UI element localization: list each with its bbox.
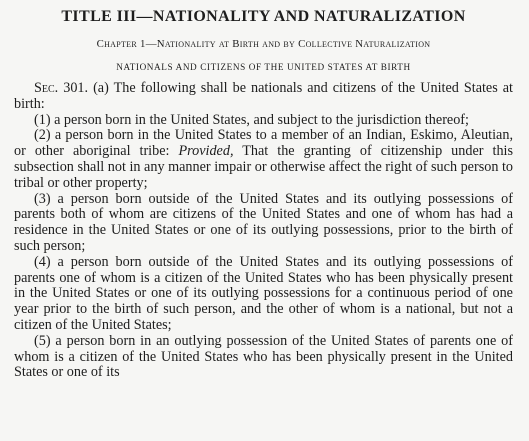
- clause-1-text: (1) a person born in the United States, and subject to the jurisdiction thereof;: [34, 111, 469, 128]
- title-heading: TITLE III—NATIONALITY AND NATURALIZATION: [61, 8, 466, 25]
- section-intro-text: (a) The following shall be nationals and citizens of the United States at birth:: [14, 80, 513, 112]
- clause-1: [14, 113, 513, 129]
- clause-2: [14, 128, 513, 191]
- clause-3: [14, 192, 513, 255]
- section-label: Sec. 301.: [34, 80, 89, 96]
- clause-2-proviso: Provided,: [178, 143, 234, 160]
- clause-4: [14, 255, 513, 334]
- clause-2-rest: That the granting of citizenship under this subsection shall not in any manner impair or otherwise affect the right of such person to tribal or other property;: [14, 143, 513, 191]
- clause-3-text: (3) a person born outside of the United States and its outlying possessions of parents both of whom are citizens of the United States and one of whom has had a residence in the United States or one of its outlying possessions, prior to the birth of such person;: [14, 190, 513, 254]
- clause-2-text: (2) a person born in the United States to a member of an Indian, Eskimo, Aleutian, or other aboriginal tribe:: [14, 127, 513, 160]
- section-301-intro: [14, 81, 513, 113]
- clause-4-text: (4) a person born outside of the United States and its outlying possessions of parents one of whom is a citizen of the United States who has been physically present in the United States or one of its outlying possessions for a continuous period of one year prior to the birth of such person, and the other of whom is a national, but not a citizen of the United States;: [14, 253, 513, 333]
- clause-5: [14, 334, 513, 381]
- section-subheading: NATIONALS AND CITIZENS OF THE UNITED STATES AT BIRTH: [116, 62, 411, 72]
- clause-5-text: (5) a person born in an outlying possession of the United States of parents one of whom is a citizen of the United States who has been physically present in the United States or one of its: [14, 332, 513, 381]
- chapter-heading: Chapter 1—Nationality at Birth and by Collective Naturalization: [96, 38, 431, 50]
